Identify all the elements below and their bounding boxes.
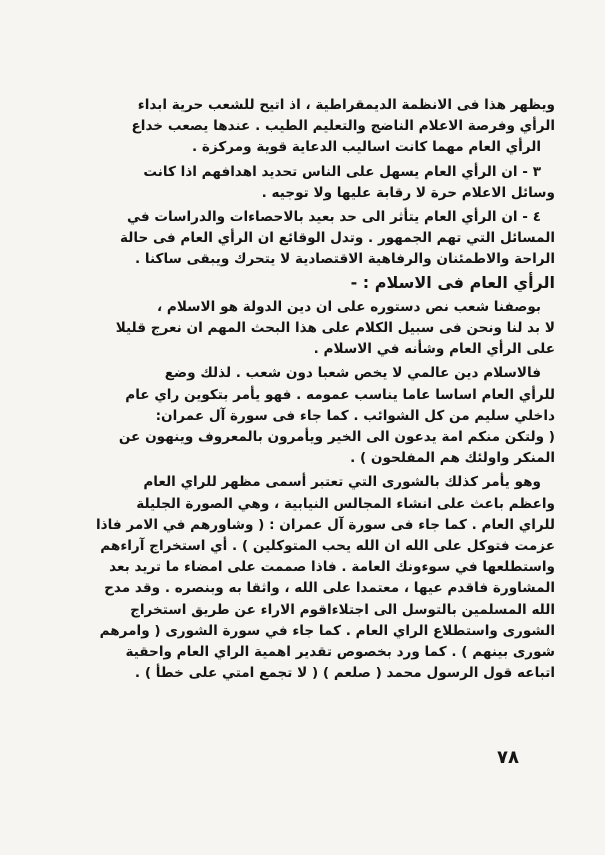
- text-line: داخلي سليم من كل الشوائب . كما جاء فى سورة آل عمران:: [155, 407, 555, 424]
- text-line: اتباعه قول الرسول محمد ( صلعم ) ( لا تجمع امتي على خطأ ) .: [134, 665, 555, 682]
- text-line: ٣ - ان الرأي العام يسهل على الناس تحديد اهدافهم اذا كانت: [143, 163, 541, 180]
- text-line: بوصفنا شعب نص دستوره على ان دين الدولة هو الاسلام ،: [157, 298, 541, 315]
- section-heading-text: الرأي العام فى الاسلام : -: [351, 273, 555, 293]
- text-line: عزمت فتوكل على الله ان الله يحب المتوكلين ) . أي استخراج آراءهم: [100, 538, 555, 555]
- text-line: واستطلعها في سوءونك العامة . فاذا صممت على امضاء ما تريد بعد: [109, 559, 555, 576]
- text-line: وسائل الاعلام حرة لا رقابة عليها ولا توجيه .: [261, 184, 555, 201]
- text-line: الرأي العام مهما كانت اساليب الدعاية قوية ومركزة .: [192, 139, 541, 156]
- text-line: واعظم باعث على انشاء المجالس النيابية ، وهي الصورة الجليلة: [136, 495, 555, 512]
- text-line: الله المسلمين بالتوسل الى اجتلاءاقوم الاراء عن طريق استخراج: [130, 601, 555, 618]
- text-line: ٤ - ان الرأي العام يتأثر الى حد بعيد بالاحصاءات والدراسات في: [126, 209, 541, 226]
- text-line: ويظهر هذا فى الانظمة الديمقراطية ، اذ اتيح للشعب حرية ابداء: [137, 97, 555, 113]
- text-line: المسائل التي تهم الجمهور . وتدل الوقائع ان الرأي العام فى حالة: [120, 230, 555, 247]
- text-line: الرأي وفرصة الاعلام الناضج والتعليم الطيب . عندها يصعب خداع: [131, 118, 555, 135]
- text-line: الشورى واستطلاع الراي العام . كما جاء في سورة الشورى ( وامرهم: [99, 622, 555, 639]
- text-line: الراحة والاطمئنان والرفاهية الاقتصادية لا يتحرك ويبقى ساكنا .: [134, 251, 555, 268]
- section-heading: [60, 272, 555, 293]
- text-line: المنكر واولئك هم المفلحون ) .: [350, 450, 555, 467]
- text-line: لا بد لنا ونحن فى سبيل الكلام على هذا البحث المهم ان نعرج قليلا: [115, 320, 555, 337]
- text-line: على الرأي العام وشأنه في الاسلام .: [313, 341, 555, 358]
- text-line: للراي العام . كما جاء فى سورة آل عمران : ( وشاورهم في الامر فاذا: [96, 516, 555, 533]
- text-line: شورى بينهم ) . كما ورد بخصوص تقدير اهمية الراي العام واحقية: [125, 644, 555, 661]
- text-line: المشاورة فاقدم عيها ، معتمدا على الله ، واثقا به وبنصره . وقد مدح: [104, 580, 555, 597]
- text-line: ( ولتكن منكم امة يدعون الى الخير ويأمرون بالمعروف وينهون عن: [118, 429, 555, 446]
- page-body: [60, 95, 555, 684]
- text-line: للرأي العام اساسا عاما يناسب عمومه . فهو يأمر بتكوين راي عام: [125, 386, 555, 403]
- page-number: ٧٨: [497, 747, 519, 768]
- text-line: فالاسلام دين عالمي لا يخص شعبا دون شعب . لذلك وضع: [164, 365, 541, 382]
- text-line: وهو يأمر كذلك بالشورى التي تعتبر أسمى مظهر للراي العام: [143, 474, 541, 491]
